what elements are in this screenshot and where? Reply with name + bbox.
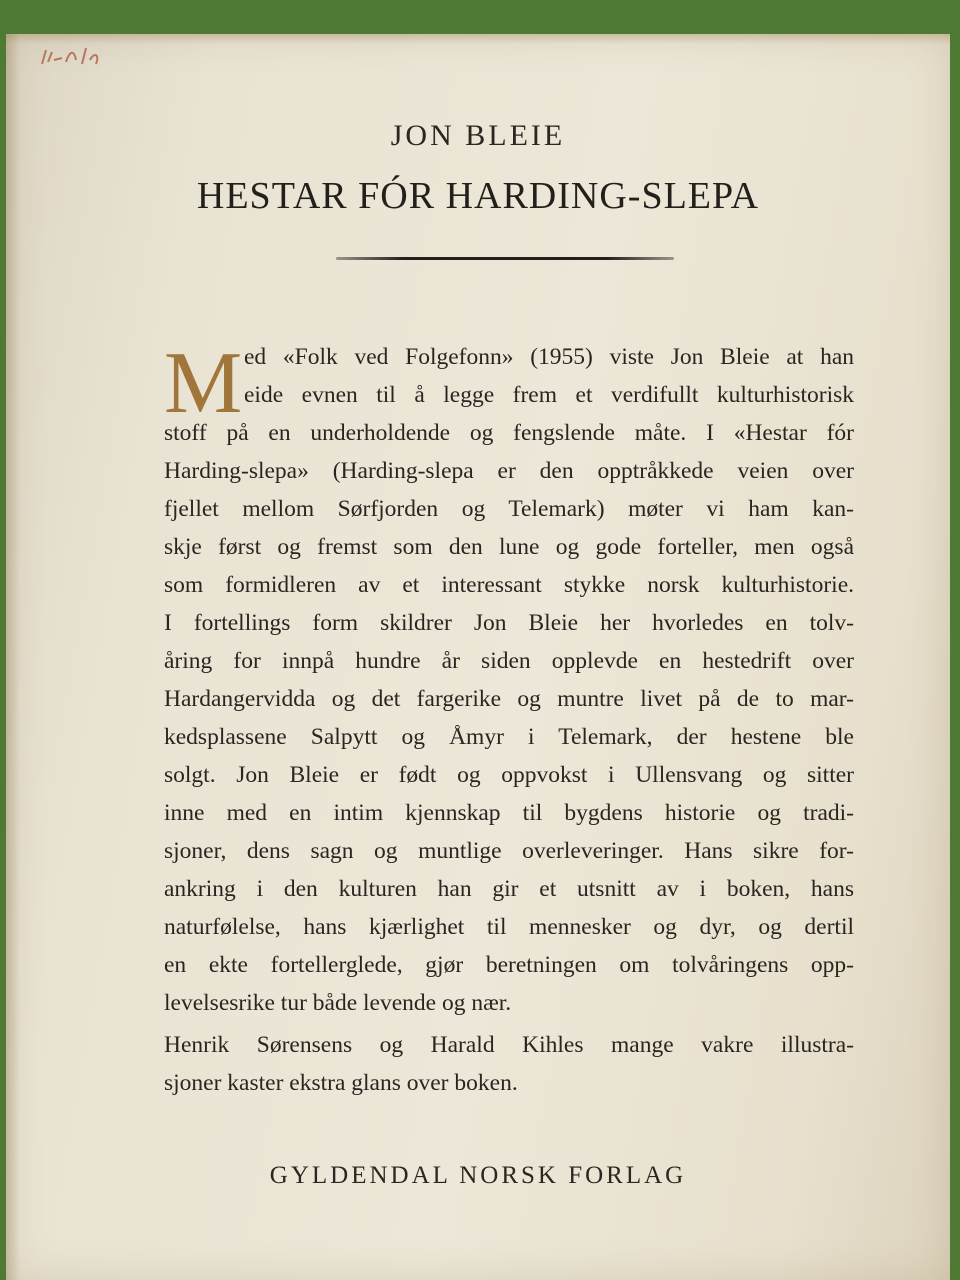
edge-wear bbox=[6, 34, 20, 1280]
drop-cap: M bbox=[164, 335, 243, 432]
blurb-line: åring for innpå hundre år siden opplevde en hestedrift over bbox=[164, 648, 854, 674]
title-rule bbox=[336, 257, 674, 260]
blurb-line: skje først og fremst som den lune og gode forteller, men også bbox=[164, 534, 854, 560]
blurb bbox=[164, 335, 854, 1102]
publisher-name: GYLDENDAL NORSK FORLAG bbox=[269, 1162, 687, 1189]
blurb-line: kedsplassene Salpytt og Åmyr i Telemark, der hestene ble bbox=[164, 724, 854, 750]
blurb-line: ankring i den kulturen han gir et utsnitt av i boken, hans bbox=[164, 876, 854, 902]
blurb-line: Harding-slepa» (Harding-slepa er den opptråkkede veien over bbox=[164, 458, 854, 484]
author-name: JON BLEIE bbox=[390, 119, 566, 152]
dust-jacket-back bbox=[6, 34, 950, 1280]
blurb-line: en ekte fortellerglede, gjør beretningen om tolvåringens opp- bbox=[164, 952, 854, 978]
blurb-line: fjellet mellom Sørfjorden og Telemark) møter vi ham kan- bbox=[164, 496, 854, 522]
illustrators-line: sjoner kaster ekstra glans over boken. bbox=[164, 1070, 518, 1096]
blurb-line: I fortellings form skildrer Jon Bleie her hvorledes en tolv- bbox=[164, 610, 854, 636]
blurb-line: solgt. Jon Bleie er født og oppvokst i Ullensvang og sitter bbox=[164, 762, 854, 788]
top-edge-wear bbox=[6, 34, 950, 44]
blurb-line: stoff på en underholdende og fengslende måte. I «Hestar fór bbox=[164, 420, 854, 446]
blurb-line: Hardangervidda og det fargerike og muntre livet på de to mar- bbox=[164, 686, 854, 712]
handwritten-pencil-mark bbox=[36, 42, 136, 70]
illustrators-line: Henrik Sørensens og Harald Kihles mange vakre illustra- bbox=[164, 1032, 854, 1058]
blurb-line: sjoner, dens sagn og muntlige overleveringer. Hans sikre for- bbox=[164, 838, 854, 864]
blurb-line: ed «Folk ved Folgefonn» (1955) viste Jon Bleie at han bbox=[244, 344, 854, 370]
blurb-line: inne med en intim kjennskap til bygdens historie og tradi- bbox=[164, 800, 854, 826]
book-title: HESTAR FÓR HARDING-SLEPA bbox=[196, 175, 760, 217]
blurb-line: eide evnen til å legge frem et verdifullt kulturhistorisk bbox=[244, 382, 854, 408]
blurb-line: naturfølelse, hans kjærlighet til mennesker og dyr, og dertil bbox=[164, 914, 854, 940]
blurb-line: som formidleren av et interessant stykke norsk kulturhistorie. bbox=[164, 572, 854, 598]
blurb-line: levelsesrike tur både levende og nær. bbox=[164, 990, 512, 1016]
